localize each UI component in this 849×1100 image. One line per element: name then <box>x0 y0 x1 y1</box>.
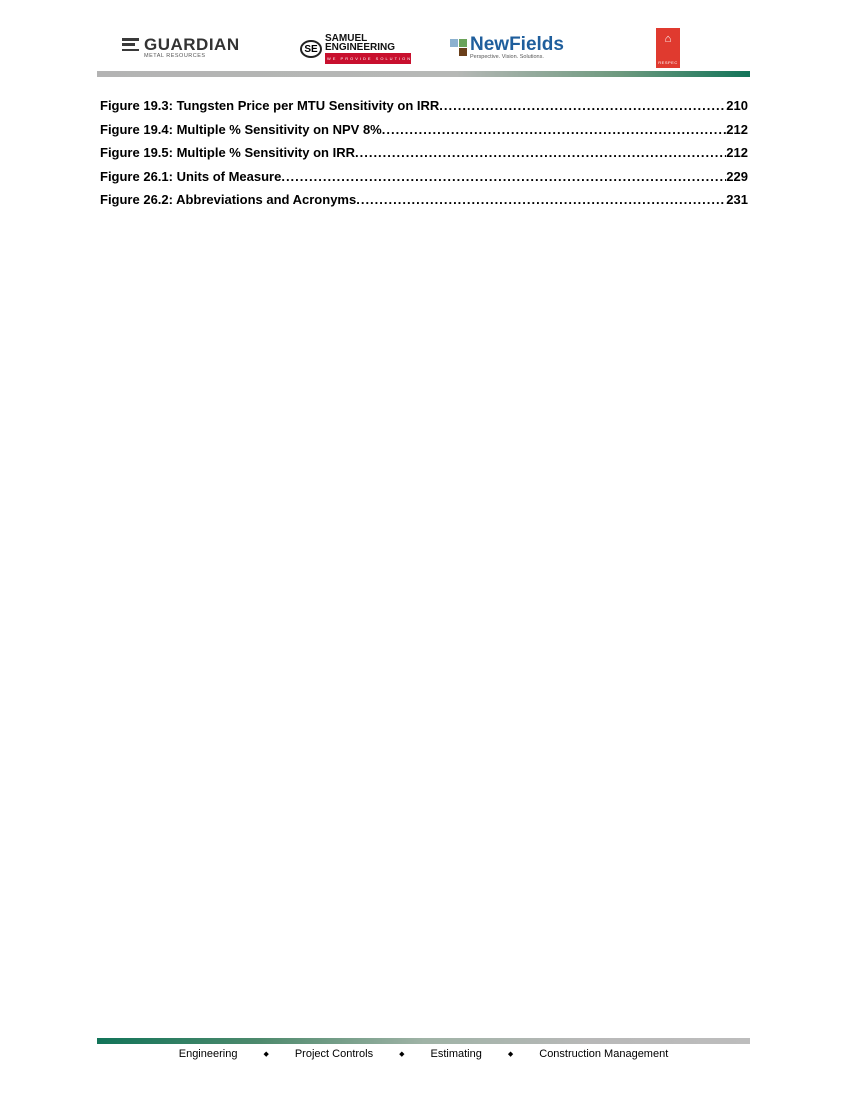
newfields-logo <box>450 36 564 60</box>
guardian-logo <box>122 35 240 59</box>
toc-dot-leader <box>356 192 726 208</box>
guardian-logo-subtitle: METAL RESOURCES <box>144 53 206 59</box>
toc-entry-title: Figure 19.3: Tungsten Price per MTU Sensitivity on IRR <box>100 98 440 113</box>
toc-entry[interactable] <box>100 192 748 208</box>
footer-item-engineering: Engineering <box>178 1048 238 1060</box>
samuel-engineering-logo <box>300 33 417 64</box>
newfields-logo-tagline: Perspective. Vision. Solutions. <box>470 54 544 60</box>
guardian-bars-icon <box>122 38 139 51</box>
guardian-logo-name: GUARDIAN <box>144 35 240 54</box>
newfields-logo-name: NewFields <box>470 34 564 55</box>
samuel-logo-line2: ENGINEERING <box>325 42 396 53</box>
toc-dot-leader <box>355 145 726 161</box>
footer-item-estimating: Estimating <box>430 1048 482 1060</box>
newfields-squares-icon <box>450 39 468 57</box>
toc-entry-page: 210 <box>726 98 748 113</box>
respec-logo <box>656 28 680 68</box>
samuel-logo-tagline: WE PROVIDE SOLUTIONS <box>325 53 411 64</box>
respec-logo-name: RESPEC <box>658 60 678 65</box>
diamond-separator-icon: ◆ <box>399 1051 405 1058</box>
toc-entry-title: Figure 26.2: Abbreviations and Acronyms <box>100 192 357 207</box>
toc-entry[interactable] <box>100 122 748 138</box>
toc-entry[interactable] <box>100 169 748 185</box>
footer-item-construction-management: Construction Management <box>539 1048 669 1060</box>
footer-item-project-controls: Project Controls <box>294 1048 374 1060</box>
diamond-separator-icon: ◆ <box>263 1051 269 1058</box>
toc-entry[interactable] <box>100 145 748 161</box>
header-rule <box>97 71 750 77</box>
toc-dot-leader <box>382 122 727 138</box>
table-of-figures <box>100 98 748 216</box>
toc-entry-title: Figure 19.5: Multiple % Sensitivity on IRR <box>100 145 355 160</box>
toc-entry-page: 231 <box>726 192 748 207</box>
toc-dot-leader <box>439 98 726 114</box>
toc-entry-page: 229 <box>726 168 748 184</box>
toc-dot-leader <box>281 169 726 185</box>
page-footer <box>97 1048 750 1060</box>
toc-entry[interactable] <box>100 98 748 114</box>
toc-entry-title: Figure 26.1: Units of Measure <box>100 168 282 184</box>
toc-entry-page: 212 <box>726 145 748 160</box>
footer-rule <box>97 1038 750 1044</box>
samuel-logo-line1: SAMUEL <box>325 33 368 44</box>
toc-entry-title: Figure 19.4: Multiple % Sensitivity on NPV 8% <box>100 121 382 137</box>
samuel-badge-icon: SE <box>300 40 322 58</box>
respec-mark-icon: ⌂ <box>664 33 672 45</box>
toc-entry-page: 212 <box>726 121 748 137</box>
diamond-separator-icon: ◆ <box>507 1051 514 1058</box>
